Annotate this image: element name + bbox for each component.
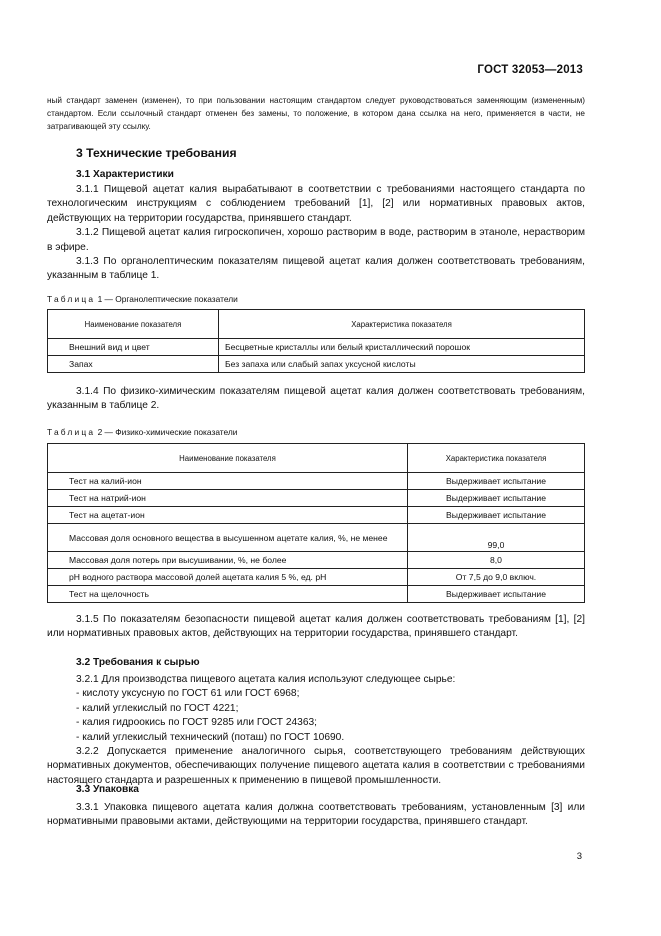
page-number: 3 xyxy=(576,851,582,862)
list-item: - калий углекислый технический (поташ) по ГОСТ 10690. xyxy=(76,731,345,743)
table-cell: От 7,5 до 9,0 включ. xyxy=(408,569,585,586)
table-cell: Массовая доля основного вещества в высушенном ацетате калия, %, не менее xyxy=(48,524,408,552)
table-cell: Тест на калий-ион xyxy=(48,473,408,490)
paragraphs-3-1 xyxy=(47,183,585,284)
table-cell: Тест на щелочность xyxy=(48,586,408,603)
paragraph-3-1-3: 3.1.3 По органолептическим показателям пищевой ацетат калия должен соответствовать требованиям, указанным в таблице 1. xyxy=(47,256,585,282)
table-row xyxy=(48,569,585,586)
table-cell: Массовая доля потерь при высушивании, %, не более xyxy=(48,552,408,569)
table2-header-row xyxy=(48,444,585,473)
table2 xyxy=(47,443,585,603)
table-cell: Тест на ацетат-ион xyxy=(48,507,408,524)
paragraph-3-2-2: 3.2.2 Допускается применение аналогичного сырья, соответствующего требованиям действующих нормативных документов, обеспечивающих получение пищевого ацетата калия в соответствии с требованиями настоящего стандарта и разрешенных к применению в пищевой промышленности. xyxy=(47,746,585,786)
table-row xyxy=(48,524,585,552)
list-item: - калий углекислый по ГОСТ 4221; xyxy=(76,702,239,714)
table-cell: 8,0 xyxy=(408,552,585,569)
table-row xyxy=(48,356,585,373)
subsection-title-3-3: 3.3 Упаковка xyxy=(76,784,139,795)
paragraph-3-1-5: 3.1.5 По показателям безопасности пищевой ацетат калия должен соответствовать требованиям [1], [2] или нормативных правовых актов, действующих на территории государства, принявшего стандарт. xyxy=(47,614,585,640)
table-cell: Выдерживает испытание xyxy=(408,473,585,490)
table-cell: 99,0 xyxy=(408,524,585,552)
standard-header: ГОСТ 32053—2013 xyxy=(477,64,583,76)
table-cell: Выдерживает испытание xyxy=(408,490,585,507)
paragraph-3-3-1: 3.3.1 Упаковка пищевого ацетата калия должна соответствовать требованиям, установленным [3] или нормативными правовыми актами, действующими на территории государства, принявшего стандарт. xyxy=(47,802,585,828)
table1-header-row xyxy=(48,310,585,339)
paragraphs-3-2 xyxy=(47,673,585,788)
table-cell: Выдерживает испытание xyxy=(408,586,585,603)
paragraph-3-1-2: 3.1.2 Пищевой ацетат калия гигроскопичен, хорошо растворим в воде, растворим в этаноле, нерастворим в эфире. xyxy=(47,227,585,253)
table-cell: Внешний вид и цвет xyxy=(48,339,219,356)
subsection-title-3-2: 3.2 Требования к сырью xyxy=(76,657,200,668)
table-row xyxy=(48,473,585,490)
raw-material-list xyxy=(47,687,585,745)
table-cell: Бесцветные кристаллы или белый кристаллический порошок xyxy=(219,339,585,356)
table1-header-cell: Наименование показателя xyxy=(48,310,219,339)
paragraph-3-2-1: 3.2.1 Для производства пищевого ацетата калия используют следующее сырье: xyxy=(76,674,456,685)
subsection-title-3-1: 3.1 Характеристики xyxy=(76,169,174,180)
section-title: 3 Технические требования xyxy=(76,146,237,160)
table2-header-cell: Наименование показателя xyxy=(48,444,408,473)
table-cell: pH водного раствора массовой долей ацетата калия 5 %, ед. pH xyxy=(48,569,408,586)
table-row xyxy=(48,552,585,569)
intro-text: ный стандарт заменен (изменен), то при пользовании настоящим стандартом следует руководствоваться заменяющим (измененным) стандартом. Если ссылочный стандарт отменен без замены, то положение, в котором дана ссылка на него, применяется в части, не затрагивающей эту ссылку. xyxy=(47,96,585,131)
table1-header-cell: Характеристика показателя xyxy=(219,310,585,339)
table-row xyxy=(48,586,585,603)
paragraph-3-1-1: 3.1.1 Пищевой ацетат калия вырабатывают в соответствии с требованиями настоящего стандарта по технологическим инструкциям с соблюдением требований [1], [2] или нормативных правовых актов, действующих на территории государства, принявшего стандарт. xyxy=(47,184,585,224)
table2-header-cell: Характеристика показателя xyxy=(408,444,585,473)
table2-caption: Таблица 2 — Физико-химические показатели xyxy=(47,427,238,437)
table-cell: Без запаха или слабый запах уксусной кислоты xyxy=(219,356,585,373)
table-cell: Запах xyxy=(48,356,219,373)
table1 xyxy=(47,309,585,373)
table-row xyxy=(48,339,585,356)
table-cell: Выдерживает испытание xyxy=(408,507,585,524)
list-item: - калия гидроокись по ГОСТ 9285 или ГОСТ 24363; xyxy=(76,717,317,729)
table-row xyxy=(48,490,585,507)
table-row xyxy=(48,507,585,524)
table-cell: Тест на натрий-ион xyxy=(48,490,408,507)
list-item: - кислоту уксусную по ГОСТ 61 или ГОСТ 6968; xyxy=(76,688,300,700)
table1-caption: Таблица 1 — Органолептические показатели xyxy=(47,294,238,304)
paragraph-3-1-4: 3.1.4 По физико-химическим показателям пищевой ацетат калия должен соответствовать требованиям, указанным в таблице 2. xyxy=(47,386,585,412)
